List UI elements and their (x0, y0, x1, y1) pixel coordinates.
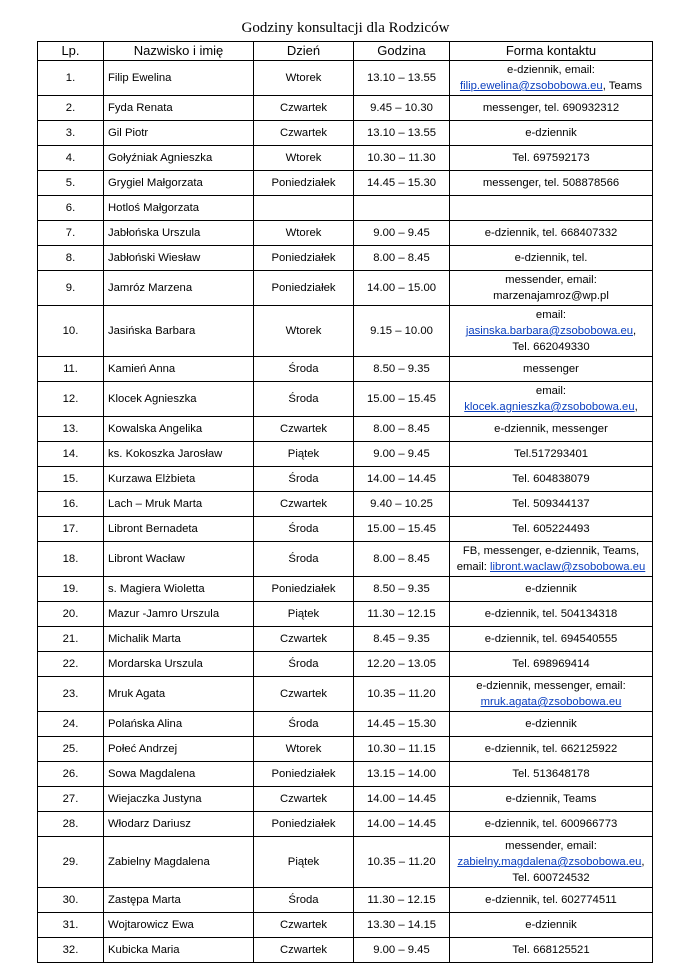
contact-text: , (633, 325, 637, 337)
table-row (38, 737, 653, 762)
table-row (38, 837, 653, 888)
teacher-name: Zastępa Marta (104, 888, 254, 913)
consultation-day: Piątek (254, 602, 354, 627)
contact-line (453, 678, 649, 694)
contact-info (450, 357, 653, 382)
table-row (38, 517, 653, 542)
page-title: Godziny konsultacji dla Rodziców (241, 20, 450, 36)
consultation-day: Wtorek (254, 221, 354, 246)
email-link[interactable]: mruk.agata@zsobobowa.eu (480, 696, 622, 708)
teacher-name: Hotloś Małgorzata (104, 196, 254, 221)
teacher-name: Wojtarowicz Ewa (104, 913, 254, 938)
contact-line (453, 694, 649, 710)
contact-info (450, 787, 653, 812)
table-row (38, 602, 653, 627)
consultation-time: 15.00 – 15.45 (354, 517, 450, 542)
contact-info (450, 382, 653, 417)
contact-info (450, 938, 653, 963)
consultation-time: 14.00 – 14.45 (354, 812, 450, 837)
contact-line (453, 272, 649, 288)
row-number: 16. (38, 492, 104, 517)
contact-line (453, 559, 649, 575)
row-number: 6. (38, 196, 104, 221)
teacher-name: Kamień Anna (104, 357, 254, 382)
contact-text: Tel. 513648178 (512, 768, 590, 780)
teacher-name: Mruk Agata (104, 677, 254, 712)
contact-info (450, 627, 653, 652)
teacher-name: Zabielny Magdalena (104, 837, 254, 888)
teacher-name: Włodarz Dariusz (104, 812, 254, 837)
teacher-name: Mordarska Urszula (104, 652, 254, 677)
row-number: 17. (38, 517, 104, 542)
contact-line (453, 766, 649, 782)
contact-text: e-dziennik, messenger (494, 423, 608, 435)
contact-info (450, 837, 653, 888)
consultation-day: Czwartek (254, 417, 354, 442)
email-link[interactable]: zabielny.magdalena@zsobobowa.eu (457, 856, 642, 868)
row-number: 5. (38, 171, 104, 196)
row-number: 26. (38, 762, 104, 787)
consultation-day: Środa (254, 382, 354, 417)
consultation-time: 8.45 – 9.35 (354, 627, 450, 652)
consultation-day: Czwartek (254, 677, 354, 712)
consultation-day: Środa (254, 712, 354, 737)
contact-text: e-dziennik, tel. 668407332 (484, 227, 618, 239)
table-row (38, 417, 653, 442)
column-header-day: Dzień (254, 42, 354, 61)
contact-info (450, 737, 653, 762)
row-number: 24. (38, 712, 104, 737)
contact-line (453, 250, 649, 266)
table-row (38, 61, 653, 96)
teacher-name: ks. Kokoszka Jarosław (104, 442, 254, 467)
consultation-time: 8.00 – 8.45 (354, 542, 450, 577)
table-row (38, 492, 653, 517)
table-row (38, 382, 653, 417)
contact-info (450, 306, 653, 357)
contact-info (450, 467, 653, 492)
contact-info (450, 762, 653, 787)
consultation-day: Środa (254, 467, 354, 492)
row-number: 29. (38, 837, 104, 888)
teacher-name: Libront Bernadeta (104, 517, 254, 542)
contact-line (453, 631, 649, 647)
consultation-day: Poniedziałek (254, 762, 354, 787)
column-header-name: Nazwisko i imię (104, 42, 254, 61)
contact-line (453, 307, 649, 323)
contact-text: Tel. 668125521 (512, 944, 590, 956)
table-row (38, 221, 653, 246)
row-number: 14. (38, 442, 104, 467)
contact-line (453, 339, 649, 355)
table-row (38, 762, 653, 787)
table-row (38, 787, 653, 812)
contact-info (450, 492, 653, 517)
consultation-day: Piątek (254, 837, 354, 888)
contact-text: Tel. 605224493 (512, 523, 590, 535)
row-number: 9. (38, 271, 104, 306)
teacher-name: Wiejaczka Justyna (104, 787, 254, 812)
contact-line (453, 446, 649, 462)
consultation-day: Wtorek (254, 146, 354, 171)
consultation-day: Piątek (254, 442, 354, 467)
row-number: 19. (38, 577, 104, 602)
teacher-name: Jasińska Barbara (104, 306, 254, 357)
consultation-time: 9.00 – 9.45 (354, 442, 450, 467)
contact-line (453, 606, 649, 622)
teacher-name: Połeć Andrzej (104, 737, 254, 762)
table-row (38, 171, 653, 196)
table-body (38, 61, 653, 963)
contact-text: Tel. 509344137 (512, 498, 590, 510)
contact-line (453, 543, 649, 559)
contact-text: , (641, 856, 645, 868)
contact-text: messenger, tel. 690932312 (482, 102, 620, 114)
consultation-day: Czwartek (254, 938, 354, 963)
contact-text: Tel. 662049330 (512, 341, 590, 353)
row-number: 11. (38, 357, 104, 382)
consultation-day: Poniedziałek (254, 246, 354, 271)
contact-info (450, 221, 653, 246)
consultation-time: 8.50 – 9.35 (354, 577, 450, 602)
contact-text: messender, email: (505, 840, 597, 852)
contact-text: messenger, tel. 508878566 (482, 177, 620, 189)
contact-text: e-dziennik (525, 127, 577, 139)
consultation-day: Środa (254, 652, 354, 677)
contact-info (450, 442, 653, 467)
teacher-name: Klocek Agnieszka (104, 382, 254, 417)
contact-line (453, 581, 649, 597)
table-row (38, 271, 653, 306)
table-row (38, 96, 653, 121)
contact-text: e-dziennik (525, 919, 577, 931)
contact-line (453, 150, 649, 166)
table-row (38, 888, 653, 913)
contact-info (450, 888, 653, 913)
contact-text: Tel. 604838079 (512, 473, 590, 485)
row-number: 13. (38, 417, 104, 442)
teacher-name: Grygiel Małgorzata (104, 171, 254, 196)
row-number: 22. (38, 652, 104, 677)
contact-line (453, 361, 649, 377)
consultation-time: 14.00 – 14.45 (354, 467, 450, 492)
contact-line (453, 716, 649, 732)
consultation-day: Czwartek (254, 96, 354, 121)
contact-text: e-dziennik, tel. 600966773 (484, 818, 618, 830)
column-header-contact: Forma kontaktu (450, 42, 653, 61)
consultation-day: Wtorek (254, 737, 354, 762)
contact-line (453, 100, 649, 116)
contact-line (453, 816, 649, 832)
teacher-name: Fyda Renata (104, 96, 254, 121)
contact-text: email: (535, 385, 567, 397)
contact-text: FB, messenger, e-dziennik, Teams, (462, 545, 640, 557)
contact-line (453, 942, 649, 958)
email-link[interactable]: libront.waclaw@zsobobowa.eu (490, 561, 646, 573)
table-row (38, 913, 653, 938)
contact-info (450, 602, 653, 627)
contact-text: email: (535, 309, 567, 321)
consultation-day: Środa (254, 357, 354, 382)
teacher-name: Jabłoński Wiesław (104, 246, 254, 271)
row-number: 1. (38, 61, 104, 96)
consultation-time: 8.00 – 8.45 (354, 417, 450, 442)
consultation-day: Wtorek (254, 61, 354, 96)
table-row (38, 442, 653, 467)
table-row (38, 121, 653, 146)
table-row (38, 467, 653, 492)
contact-info (450, 271, 653, 306)
column-header-lp: Lp. (38, 42, 104, 61)
row-number: 32. (38, 938, 104, 963)
row-number: 31. (38, 913, 104, 938)
contact-info (450, 577, 653, 602)
contact-info (450, 517, 653, 542)
consultation-time: 9.45 – 10.30 (354, 96, 450, 121)
teacher-name: Michalik Marta (104, 627, 254, 652)
consultation-time: 13.10 – 13.55 (354, 121, 450, 146)
table-row (38, 652, 653, 677)
contact-line (453, 521, 649, 537)
contact-line (453, 288, 649, 304)
consultation-time: 10.30 – 11.30 (354, 146, 450, 171)
consultation-time (354, 196, 450, 221)
contact-line (453, 917, 649, 933)
contact-text: e-dziennik, tel. 504134318 (484, 608, 618, 620)
consultation-day: Środa (254, 517, 354, 542)
consultation-time: 11.30 – 12.15 (354, 602, 450, 627)
contact-text: e-dziennik, messenger, email: (476, 680, 626, 692)
contact-text: e-dziennik, tel. (514, 252, 588, 264)
contact-info (450, 652, 653, 677)
consultation-day: Czwartek (254, 913, 354, 938)
contact-info (450, 812, 653, 837)
consultation-day (254, 196, 354, 221)
contact-line (453, 383, 649, 399)
consultation-day: Środa (254, 542, 354, 577)
consultation-time: 13.30 – 14.15 (354, 913, 450, 938)
consultation-time: 13.10 – 13.55 (354, 61, 450, 96)
consultation-time: 14.45 – 15.30 (354, 171, 450, 196)
table-row (38, 938, 653, 963)
email-link[interactable]: klocek.agnieszka@zsobobowa.eu (464, 401, 635, 413)
consultation-time: 13.15 – 14.00 (354, 762, 450, 787)
contact-text: marzenajamroz@wp.pl (493, 290, 609, 302)
consultation-day: Czwartek (254, 121, 354, 146)
contact-line (453, 175, 649, 191)
contact-info (450, 712, 653, 737)
row-number: 4. (38, 146, 104, 171)
consultation-day: Poniedziałek (254, 812, 354, 837)
contact-info (450, 171, 653, 196)
contact-text: , (634, 401, 638, 413)
contact-line (453, 892, 649, 908)
row-number: 18. (38, 542, 104, 577)
table-row (38, 542, 653, 577)
table-row (38, 712, 653, 737)
consultation-time: 11.30 – 12.15 (354, 888, 450, 913)
row-number: 23. (38, 677, 104, 712)
consultation-day: Wtorek (254, 306, 354, 357)
header-row (38, 42, 653, 61)
contact-info (450, 196, 653, 221)
contact-line (453, 471, 649, 487)
row-number: 28. (38, 812, 104, 837)
row-number: 21. (38, 627, 104, 652)
teacher-name: Mazur -Jamro Urszula (104, 602, 254, 627)
table-row (38, 627, 653, 652)
contact-line (453, 854, 649, 870)
contact-info (450, 542, 653, 577)
teacher-name: Filip Ewelina (104, 61, 254, 96)
consultation-day: Poniedziałek (254, 577, 354, 602)
contact-line (453, 656, 649, 672)
table-row (38, 246, 653, 271)
row-number: 27. (38, 787, 104, 812)
contact-text: Tel. 600724532 (512, 872, 590, 884)
consultation-time: 10.35 – 11.20 (354, 837, 450, 888)
teacher-name: Libront Wacław (104, 542, 254, 577)
contact-line (453, 741, 649, 757)
consultation-time: 8.00 – 8.45 (354, 246, 450, 271)
contact-line (453, 62, 649, 78)
contact-text: Tel.517293401 (513, 448, 589, 460)
teacher-name: Kubicka Maria (104, 938, 254, 963)
contact-text: , Teams (602, 80, 643, 92)
consultation-time: 9.00 – 9.45 (354, 221, 450, 246)
teacher-name: Gołyźniak Agnieszka (104, 146, 254, 171)
consultation-day: Czwartek (254, 627, 354, 652)
contact-text: e-dziennik, tel. 694540555 (484, 633, 618, 645)
teacher-name: s. Magiera Wioletta (104, 577, 254, 602)
contact-line (453, 399, 649, 415)
contact-line (453, 421, 649, 437)
teacher-name: Lach – Mruk Marta (104, 492, 254, 517)
teacher-name: Gil Piotr (104, 121, 254, 146)
consultation-time: 9.00 – 9.45 (354, 938, 450, 963)
row-number: 12. (38, 382, 104, 417)
consultation-time: 14.00 – 15.00 (354, 271, 450, 306)
contact-text: e-dziennik, Teams (505, 793, 597, 805)
contact-text: email: (456, 561, 490, 573)
consultation-time: 14.45 – 15.30 (354, 712, 450, 737)
email-link[interactable]: jasinska.barbara@zsobobowa.eu (465, 325, 634, 337)
contact-text: e-dziennik, tel. 602774511 (485, 894, 617, 906)
consultation-day: Czwartek (254, 787, 354, 812)
consultation-day: Poniedziałek (254, 171, 354, 196)
teacher-name: Jabłońska Urszula (104, 221, 254, 246)
contact-text: messenger (523, 363, 579, 375)
teacher-name: Jamróz Marzena (104, 271, 254, 306)
table-row (38, 577, 653, 602)
consultation-time: 14.00 – 14.45 (354, 787, 450, 812)
row-number: 30. (38, 888, 104, 913)
row-number: 7. (38, 221, 104, 246)
table-row (38, 146, 653, 171)
consultation-time: 10.35 – 11.20 (354, 677, 450, 712)
contact-text: e-dziennik, email: (507, 64, 595, 76)
table-row (38, 812, 653, 837)
row-number: 15. (38, 467, 104, 492)
contact-text: e-dziennik, tel. 662125922 (484, 743, 618, 755)
teacher-name: Kowalska Angelika (104, 417, 254, 442)
contact-text: e-dziennik (525, 718, 577, 730)
contact-text: messender, email: (505, 274, 597, 286)
contact-text: Tel. 697592173 (512, 152, 590, 164)
contact-line (453, 870, 649, 886)
table-row (38, 196, 653, 221)
row-number: 2. (38, 96, 104, 121)
consultation-day: Poniedziałek (254, 271, 354, 306)
row-number: 20. (38, 602, 104, 627)
contact-info (450, 417, 653, 442)
contact-info (450, 246, 653, 271)
row-number: 25. (38, 737, 104, 762)
row-number: 3. (38, 121, 104, 146)
contact-text: e-dziennik (525, 583, 577, 595)
consultation-time: 8.50 – 9.35 (354, 357, 450, 382)
teacher-name: Kurzawa Elżbieta (104, 467, 254, 492)
contact-info (450, 913, 653, 938)
consultation-table (37, 41, 653, 963)
contact-line (453, 496, 649, 512)
contact-line (453, 225, 649, 241)
column-header-time: Godzina (354, 42, 450, 61)
contact-line (453, 78, 649, 94)
consultation-time: 15.00 – 15.45 (354, 382, 450, 417)
consultation-time: 9.40 – 10.25 (354, 492, 450, 517)
contact-info (450, 146, 653, 171)
contact-line (453, 323, 649, 339)
contact-line (453, 791, 649, 807)
table-row (38, 677, 653, 712)
contact-line (453, 838, 649, 854)
row-number: 8. (38, 246, 104, 271)
consultation-day: Środa (254, 888, 354, 913)
consultation-time: 10.30 – 11.15 (354, 737, 450, 762)
email-link[interactable]: filip.ewelina@zsobobowa.eu (459, 80, 603, 92)
contact-line (453, 125, 649, 141)
contact-text: Tel. 698969414 (512, 658, 590, 670)
teacher-name: Sowa Magdalena (104, 762, 254, 787)
contact-info (450, 677, 653, 712)
contact-info (450, 121, 653, 146)
consultation-time: 12.20 – 13.05 (354, 652, 450, 677)
teacher-name: Polańska Alina (104, 712, 254, 737)
row-number: 10. (38, 306, 104, 357)
table-row (38, 357, 653, 382)
contact-info (450, 61, 653, 96)
contact-info (450, 96, 653, 121)
consultation-time: 9.15 – 10.00 (354, 306, 450, 357)
table-row (38, 306, 653, 357)
consultation-day: Czwartek (254, 492, 354, 517)
